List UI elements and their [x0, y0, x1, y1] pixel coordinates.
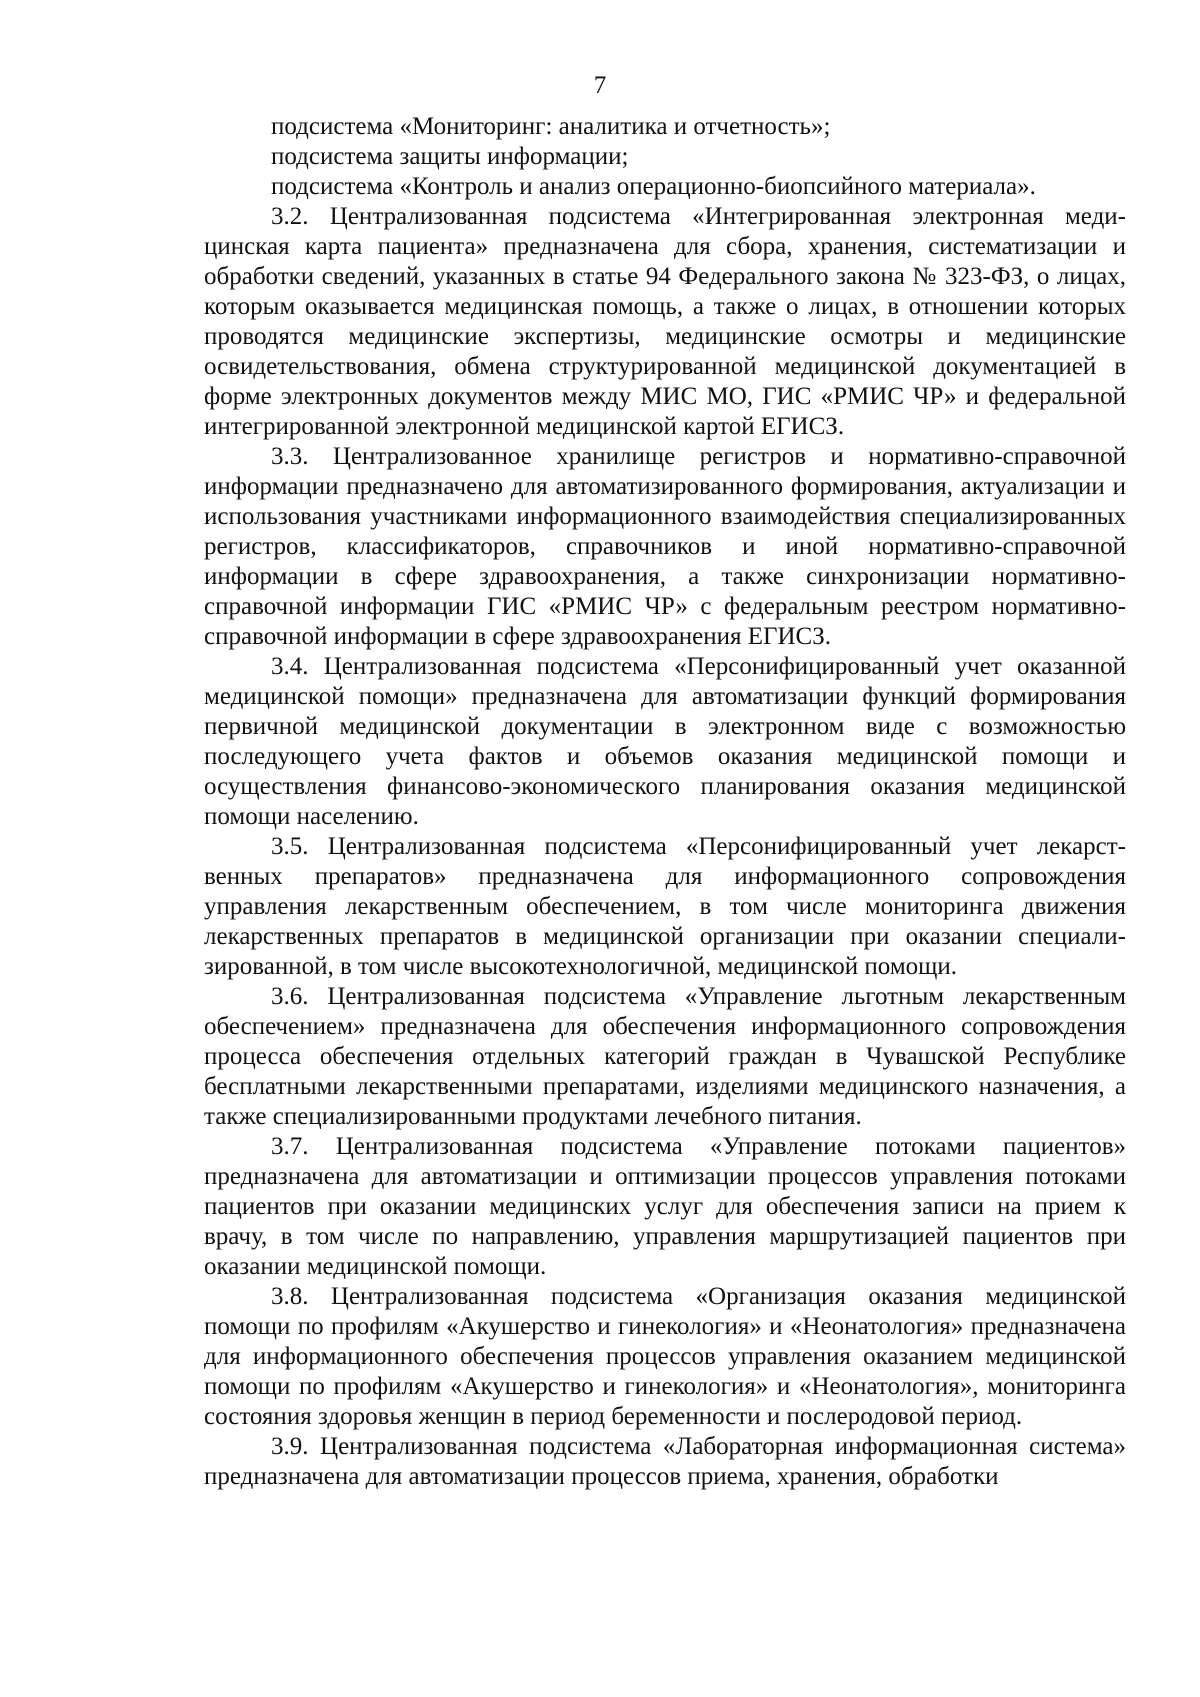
- paragraph-3-8: 3.8. Централизованная подсистема «Организация оказания медицинской помощи по профилям «Акушерство и гинекология» и «Неонатология» предназначена для информационного обеспечения процессов управления оказанием медицинской помощи по профилям «Акушерство и гинекология» и «Неонатология», мониторинга состояния здоровья женщин в период беременности и послеродовой период.: [204, 1283, 1126, 1430]
- list-item: подсистема «Мониторинг: аналитика и отчетность»;: [271, 113, 831, 140]
- paragraph-3-6: 3.6. Централизованная подсистема «Управление льготным лекарственным обеспечением» предназначена для обеспечения информационного сопровождения процесса обеспечения отдельных категорий граждан в Чувашской Республике бесплатными лекарственными препаратами, изделиями медицинского назначения, а также специализированными продуктами лечебного питания.: [204, 983, 1126, 1130]
- paragraph-3-9: 3.9. Централизованная подсистема «Лабораторная информационная система» предназначена для автоматизации процессов приема, хранения, обработки: [204, 1433, 1126, 1490]
- paragraph-3-2: 3.2. Централизованная подсистема «Интегрированная электронная медицинская карта пациента» предназначена для сбора, хранения, систематизации и обработки сведений, указанных в статье 94 Федерального закона № 323-ФЗ, о лицах, которым оказывается медицинская помощь, а также о лицах, в отношении которых проводятся медицинские экспертизы, медицинские осмотры и медицинские освидетельствования, обмена структурированной медицинской документацией в форме электронных документов между МИС МО, ГИС «РМИС ЧР» и федеральной интегрированной электронной медицинской картой ЕГИСЗ.: [204, 203, 1126, 440]
- list-item: подсистема «Контроль и анализ операционно-биопсийного материала».: [271, 173, 1036, 200]
- paragraph-3-4: 3.4. Централизованная подсистема «Персонифицированный учет оказанной медицинской помощи» предназначена для автоматизации функций формирования первичной медицинской документации в электронном виде с возможностью последующего учета фактов и объемов оказания медицинской помощи и осуществления финансово-экономического планирования оказания медицинской помощи населению.: [204, 653, 1126, 830]
- list-item: подсистема защиты информации;: [271, 143, 629, 170]
- paragraph-3-5: 3.5. Централизованная подсистема «Персонифицированный учет лекарственных препаратов» предназначена для информационного сопровождения управления лекарственным обеспечением, в том числе мониторинга движения лекарственных препаратов в медицинской организации при оказании специализированной, в том числе высокотехнологичной, медицинской помощи.: [204, 833, 1126, 980]
- page-number: 7: [593, 72, 607, 99]
- document-body: [204, 112, 1126, 1492]
- paragraph-3-7: 3.7. Централизованная подсистема «Управление потоками пациентов» предназначена для автоматизации и оптимизации процессов управления потоками пациентов при оказании медицинских услуг для обеспечения записи на прием к врачу, в том числе по направлению, управления маршрутизацией пациентов при оказании медицинской помощи.: [204, 1133, 1126, 1280]
- paragraph-3-3: 3.3. Централизованное хранилище регистров и нормативно-справочной информации предназначено для автоматизированного формирования, актуализации и использования участниками информационного взаимодействия специализированных регистров, классификаторов, справочников и иной нормативно-справочной информации в сфере здравоохранения, а также синхронизации нормативно-справочной информации ГИС «РМИС ЧР» с федеральным реестром нормативно-справочной информации в сфере здравоохранения ЕГИСЗ.: [204, 443, 1126, 650]
